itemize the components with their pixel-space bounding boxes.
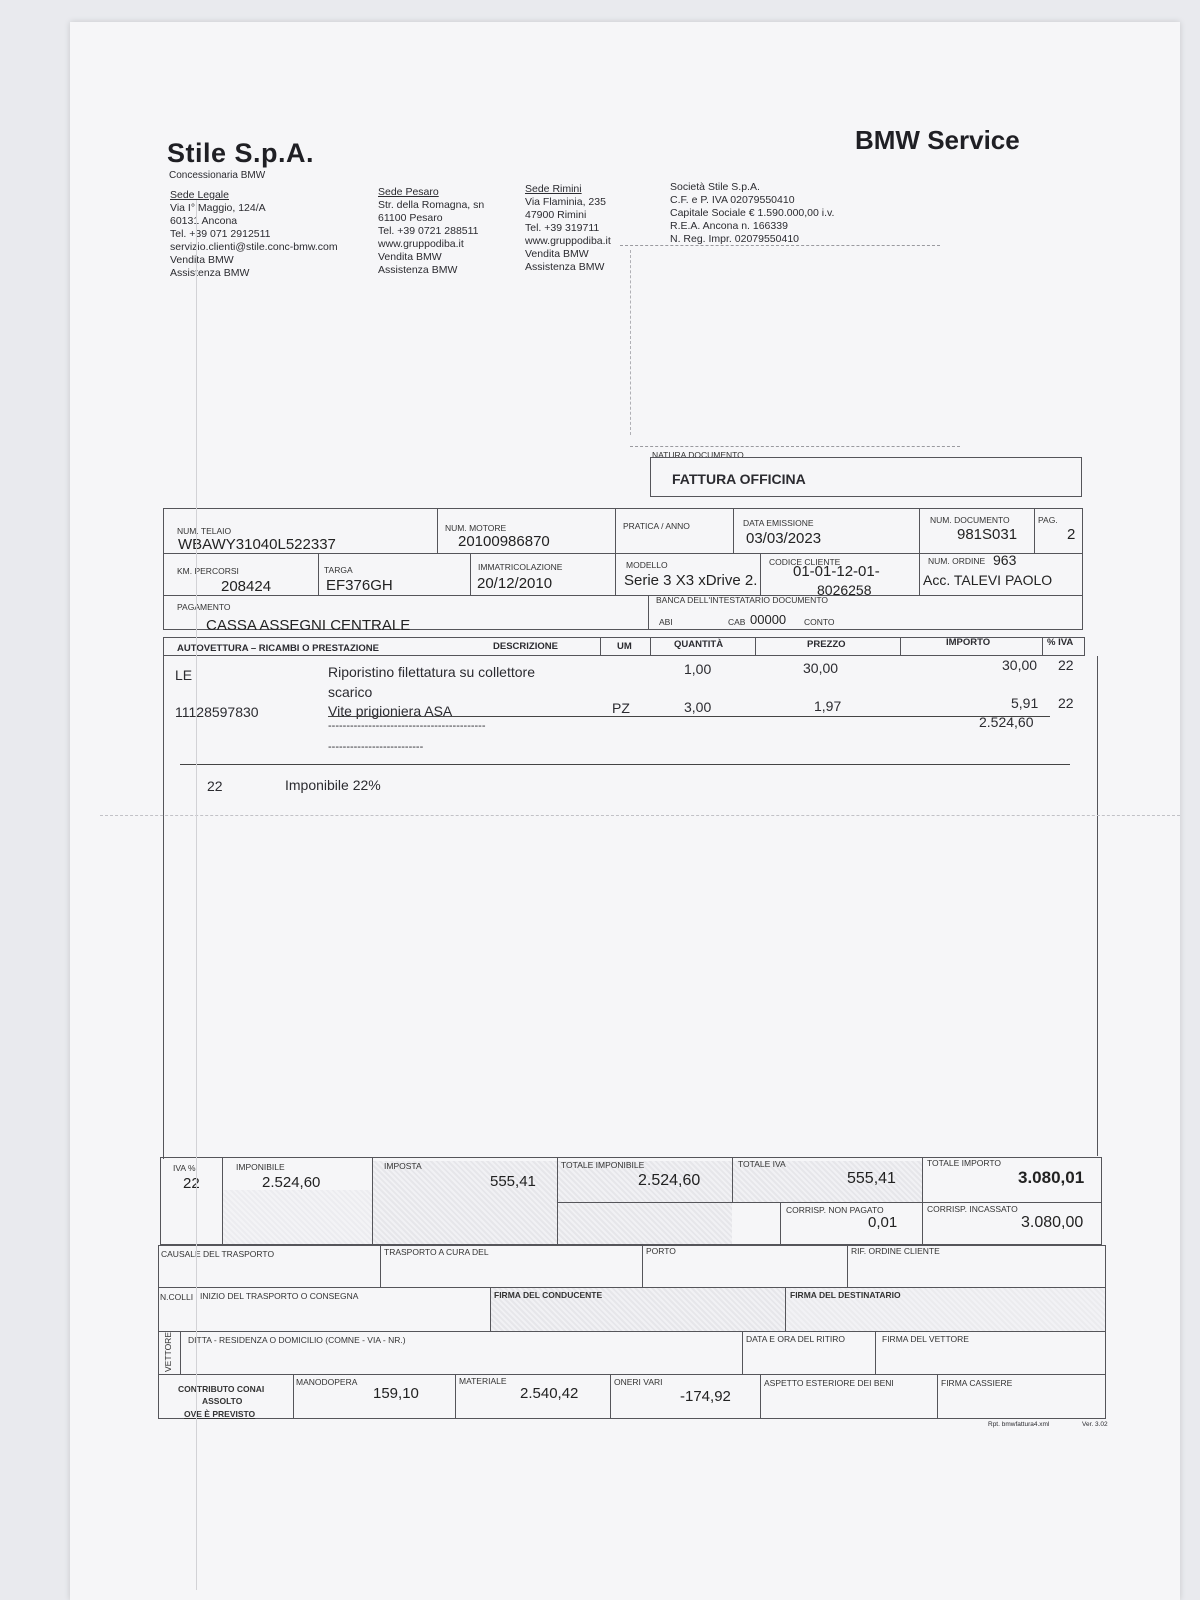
rif-ordine-label: RIF. ORDINE CLIENTE <box>851 1246 940 1256</box>
grid-line <box>470 553 471 595</box>
grid-line <box>732 1157 733 1202</box>
a-cura-label: TRASPORTO A CURA DEL <box>384 1247 489 1257</box>
oneri-value: -174,92 <box>680 1388 731 1405</box>
window-dash-bottom <box>630 446 960 447</box>
motore-value: 20100986870 <box>458 533 550 550</box>
grid-line <box>158 1287 1106 1288</box>
porto-label: PORTO <box>646 1246 676 1256</box>
grid-line <box>642 1245 643 1287</box>
causale-label: CAUSALE DEL TRASPORTO <box>161 1249 275 1259</box>
grid-line <box>742 1331 743 1374</box>
summary-line <box>180 764 1070 765</box>
row2-code: 11128597830 <box>175 704 259 720</box>
grid-line <box>222 1157 223 1245</box>
row1-code: LE <box>175 667 193 683</box>
ncolli-label: N.COLLI <box>160 1292 194 1302</box>
th-descrizione: DESCRIZIONE <box>493 641 558 652</box>
grid-line <box>1042 637 1043 656</box>
grid-line <box>318 553 319 595</box>
tot-iva-label: TOTALE IVA <box>738 1159 786 1169</box>
row1-price: 30,00 <box>803 660 839 676</box>
summary-label: Imponibile 22% <box>285 777 381 793</box>
vettore-label: VETTORE <box>163 1332 173 1372</box>
km-label: KM. PERCORSI <box>177 566 239 576</box>
data-emissione-label: DATA EMISSIONE <box>743 518 814 528</box>
subtotal: 2.524,60 <box>979 714 1034 730</box>
grid-line <box>648 595 649 630</box>
grid-line <box>293 1374 294 1419</box>
grid-line <box>380 1245 381 1287</box>
telaio-label: NUM. TELAIO <box>177 526 232 536</box>
conto-label: CONTO <box>804 617 835 627</box>
grid-line <box>437 508 438 553</box>
telaio-value: WBAWY31040L522337 <box>178 536 336 553</box>
ditta-label: DITTA - RESIDENZA O DOMICILIO (COMNE - VIA - NR.) <box>188 1335 406 1345</box>
sede-rimini-block: Sede Rimini Via Flaminia, 235 47900 Rimini Tel. +39 319711 www.gruppodiba.it Vendita BMW Assistenza BMW <box>525 183 611 273</box>
grid-line <box>163 553 1083 554</box>
manodopera-value: 159,10 <box>373 1385 419 1402</box>
immatricolazione-label: IMMATRICOLAZIONE <box>478 562 563 572</box>
grid-line <box>733 508 734 553</box>
inizio-label: INIZIO DEL TRASPORTO O CONSEGNA <box>200 1291 359 1301</box>
grid-line <box>180 1331 181 1374</box>
grid-line <box>922 1157 923 1245</box>
sede-pesaro-block: Sede Pesaro Str. della Romagna, sn 61100 Pesaro Tel. +39 0721 288511 www.gruppodiba.it Vendita BMW Assistenza BMW <box>378 186 485 276</box>
grid-line <box>372 1157 373 1245</box>
modello-label: MODELLO <box>626 560 668 570</box>
report-code: Rpt. bmwfattura4.xml <box>988 1421 1050 1428</box>
table-border-left <box>163 656 164 1159</box>
targa-value: EF376GH <box>326 577 393 594</box>
grid-line <box>937 1374 938 1419</box>
grid-line <box>490 1287 491 1331</box>
tot-importo-label: TOTALE IMPORTO <box>927 1158 1001 1168</box>
grid-line <box>557 1202 1102 1203</box>
grid-line <box>610 1374 611 1419</box>
row2-underline <box>328 716 1050 717</box>
row1-qty: 1,00 <box>684 661 712 677</box>
codice-cliente-label: CODICE CLIENTE <box>769 557 841 567</box>
row2-qty: 3,00 <box>684 699 712 715</box>
dash-line-1: ------------------------------------------- <box>328 720 486 732</box>
modello-value: Serie 3 X3 xDrive 2. <box>624 572 758 589</box>
iva-value: 22 <box>183 1175 200 1192</box>
grid-line <box>900 637 901 656</box>
grid-line <box>163 595 1083 596</box>
cab-value: 00000 <box>750 612 787 627</box>
data-ritiro-label: DATA E ORA DEL RITIRO <box>746 1334 846 1344</box>
brand-logo-text: BMW Service <box>855 125 1020 155</box>
pagamento-label: PAGAMENTO <box>177 602 231 612</box>
firma-conducente-label: FIRMA DEL CONDUCENTE <box>494 1290 603 1300</box>
grid-line <box>919 508 920 595</box>
non-pagato-value: 0,01 <box>868 1214 898 1231</box>
grid-line <box>557 1157 558 1245</box>
dash-line-2: -------------------------- <box>328 741 424 753</box>
window-dash-left <box>630 250 631 435</box>
natura-label: NATURA DOCUMENTO <box>652 450 744 460</box>
scan-line <box>196 200 197 1590</box>
tot-imponibile-value: 2.524,60 <box>638 1172 701 1189</box>
num-ordine-label: NUM. ORDINE <box>928 556 986 566</box>
incassato-label: CORRISP. INCASSATO <box>927 1204 1018 1214</box>
aspetto-label: ASPETTO ESTERIORE DEI BENI <box>764 1378 894 1388</box>
th-quantita: QUANTITÀ <box>674 639 724 650</box>
grid-line <box>760 553 761 595</box>
concessionaria-label: Concessionaria BMW <box>169 170 266 181</box>
abi-label: ABI <box>659 617 673 627</box>
totals-grid <box>160 1157 1102 1245</box>
contributo-line2: ASSOLTO <box>202 1396 243 1406</box>
acc-value: Acc. TALEVI PAOLO <box>923 572 1053 588</box>
grid-line <box>755 637 756 656</box>
row2-desc: Vite prigioniera ASA <box>328 703 453 719</box>
grid-line <box>847 1245 848 1287</box>
th-um: UM <box>617 641 632 652</box>
imposta-value: 555,41 <box>490 1173 536 1190</box>
imponibile-value: 2.524,60 <box>262 1174 321 1191</box>
grid-line <box>1034 508 1035 553</box>
incassato-value: 3.080,00 <box>1021 1214 1084 1231</box>
grid-line <box>600 637 601 656</box>
grid-line <box>615 508 616 595</box>
table-border-right <box>1097 656 1098 1156</box>
codice-cliente-value: 01-01-12-01- <box>793 563 880 580</box>
grid-line <box>875 1331 876 1374</box>
iva-label: IVA % <box>173 1163 196 1173</box>
th-autovettura: AUTOVETTURA – RICAMBI O PRESTAZIONE <box>177 643 379 654</box>
imponibile-label: IMPONIBILE <box>236 1162 285 1172</box>
row2-um: PZ <box>612 700 630 716</box>
tot-importo-value: 3.080,01 <box>1018 1168 1085 1187</box>
grid-line <box>455 1374 456 1419</box>
company-name: Stile S.p.A. <box>167 138 315 168</box>
num-documento-value: 981S031 <box>957 526 1018 543</box>
firma-cassiere-label: FIRMA CASSIERE <box>941 1378 1013 1388</box>
version-label: Ver. 3.02 <box>1082 1421 1108 1428</box>
pratica-label: PRATICA / ANNO <box>623 521 690 531</box>
row1-amount: 30,00 <box>1002 657 1038 673</box>
fold-line <box>100 815 1180 816</box>
firma-vettore-label: FIRMA DEL VETTORE <box>882 1334 969 1344</box>
imposta-label: IMPOSTA <box>384 1161 422 1171</box>
grid-line <box>158 1331 1106 1332</box>
km-value: 208424 <box>221 578 272 595</box>
num-documento-label: NUM. DOCUMENTO <box>930 515 1010 525</box>
header-dash <box>620 245 940 246</box>
row1-iva: 22 <box>1058 657 1074 673</box>
grid-line <box>158 1374 1106 1375</box>
th-iva: % IVA <box>1047 637 1074 648</box>
pag-label: PAG. <box>1038 515 1058 525</box>
targa-label: TARGA <box>324 565 353 575</box>
cab-label: CAB <box>728 617 746 627</box>
materiale-label: MATERIALE <box>459 1376 507 1386</box>
codice-cliente-value2: 8026258 <box>817 582 872 598</box>
tot-iva-value: 555,41 <box>847 1170 896 1187</box>
pagamento-value: CASSA ASSEGNI CENTRALE <box>206 617 411 634</box>
manodopera-label: MANODOPERA <box>296 1377 358 1387</box>
row2-amount: 5,91 <box>1011 695 1039 711</box>
pag-value: 2 <box>1067 526 1076 543</box>
societa-block: Società Stile S.p.A. C.F. e P. IVA 02079550410 Capitale Sociale € 1.590.000,00 i.v. R.E.A. Ancona n. 166339 N. Reg. Impr. 02079550410 <box>670 181 835 245</box>
th-importo: IMPORTO <box>946 637 991 648</box>
row2-iva: 22 <box>1058 695 1074 711</box>
row1-desc2: scarico <box>328 684 373 700</box>
grid-line <box>650 637 651 656</box>
firma-destinatario-label: FIRMA DEL DESTINATARIO <box>790 1290 901 1300</box>
grid-line <box>780 1202 781 1245</box>
row1-desc: Riporistino filettatura su collettore <box>328 664 535 680</box>
summary-code: 22 <box>207 778 223 794</box>
oneri-label: ONERI VARI <box>614 1377 663 1387</box>
grid-line <box>785 1287 786 1331</box>
sede-legale-block: Sede Legale Via I° Maggio, 124/A 60131 Ancona Tel. +39 071 2912511 servizio.clienti@stile.conc-bmw.com Vendita BMW Assistenza BMW <box>170 189 338 279</box>
tot-imponibile-label: TOTALE IMPONIBILE <box>561 1160 645 1170</box>
data-emissione-value: 03/03/2023 <box>746 530 822 547</box>
grid-line <box>760 1374 761 1419</box>
th-prezzo: PREZZO <box>807 639 846 650</box>
natura-value: FATTURA OFFICINA <box>672 471 806 487</box>
motore-label: NUM. MOTORE <box>445 523 507 533</box>
transport-grid <box>158 1245 1106 1419</box>
banca-label: BANCA DELL'INTESTATARIO DOCUMENTO <box>656 595 828 605</box>
row2-price: 1,97 <box>814 698 842 714</box>
contributo-line1: CONTRIBUTO CONAI <box>178 1384 265 1394</box>
materiale-value: 2.540,42 <box>520 1385 579 1402</box>
contributo-line3: OVE È PREVISTO <box>184 1409 256 1419</box>
num-ordine-value: 963 <box>993 552 1017 568</box>
immatricolazione-value: 20/12/2010 <box>477 575 553 592</box>
non-pagato-label: CORRISP. NON PAGATO <box>786 1205 884 1215</box>
